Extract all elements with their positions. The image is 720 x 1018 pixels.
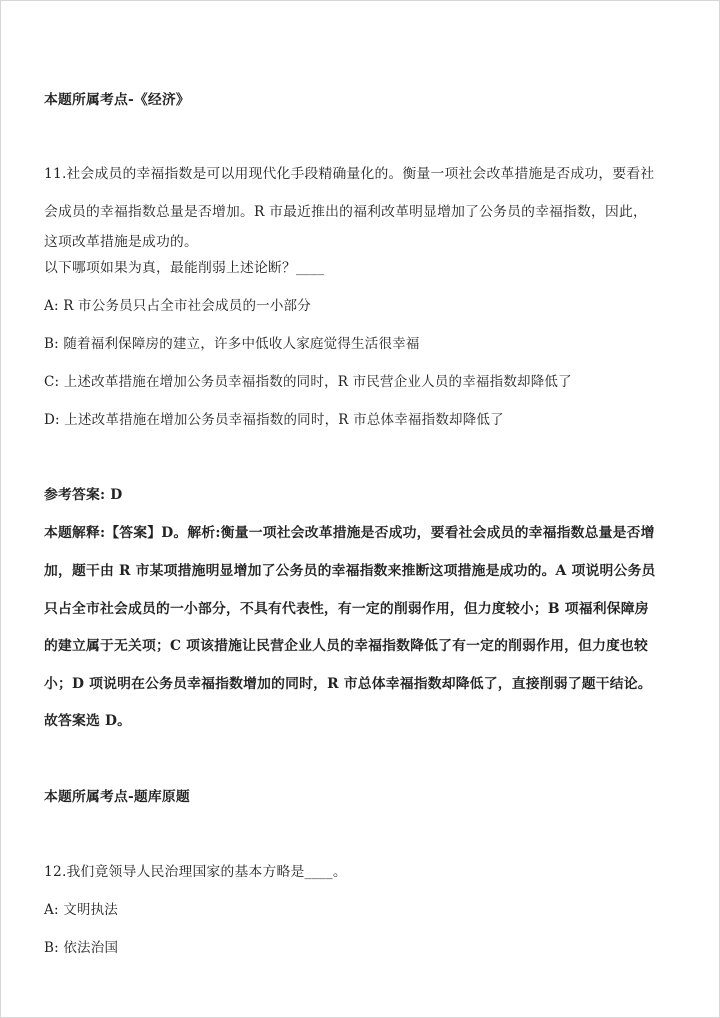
q11-explanation-line-2: 加，题干由 R 市某项措施明显增加了公务员的幸福指数来推断这项措施是成功的。A 项说明公务员	[44, 563, 656, 579]
q11-option-a: A: R 市公务员只占全市社会成员的一小部分	[44, 298, 311, 314]
q12-option-b: B: 依法治国	[44, 940, 119, 956]
q11-explanation-line-1: 本题解释:【答案】D。解析:衡量一项社会改革措施是否成功，要看社会成员的幸福指数总量是否增	[44, 525, 655, 541]
q11-topic: 本题所属考点-题库原题	[44, 789, 190, 805]
q11-explanation-line-5: 小；D 项说明在公务员幸福指数增加的同时，R 市总体幸福指数却降低了，直接削弱了题干结论。	[44, 676, 652, 692]
q11-prompt: 以下哪项如果为真，最能削弱上述论断？____	[44, 260, 325, 276]
q11-option-c: C: 上述改革措施在增加公务员幸福指数的同时，R 市民营企业人员的幸福指数却降低了	[44, 374, 572, 390]
q11-explanation-line-6: 故答案选 D。	[44, 713, 132, 729]
q11-option-b: B: 随着福利保障房的建立，许多中低收人家庭觉得生活很幸福	[44, 336, 420, 352]
q11-stem-line-3: 这项改革措施是成功的。	[44, 234, 198, 250]
q11-option-d: D: 上述改革措施在增加公务员幸福指数的同时，R 市总体幸福指数却降低了	[44, 412, 504, 428]
q11-explanation-line-3: 只占全市社会成员的一小部分，不具有代表性，有一定的削弱作用，但力度较小；B 项福利保障房	[44, 601, 649, 617]
q10-topic: 本题所属考点-《经济》	[44, 92, 190, 108]
q12-stem: 12.我们竟领导人民治理国家的基本方略是____。	[44, 864, 347, 880]
q11-stem-line-2: 会成员的幸福指数总量是否增加。R 市最近推出的福利改革明显增加了公务员的幸福指数，因此，	[44, 204, 648, 220]
q11-answer: 参考答案: D	[44, 487, 123, 503]
q11-explanation-line-4: 的建立属于无关项；C 项该措施让民营企业人员的幸福指数降低了有一定的削弱作用，但力度也较	[44, 638, 649, 654]
q11-stem-line-1: 11.社会成员的幸福指数是可以用现代化手段精确量化的。衡量一项社会改革措施是否成功，要看社	[44, 166, 655, 182]
q12-option-a: A: 文明执法	[44, 902, 118, 918]
